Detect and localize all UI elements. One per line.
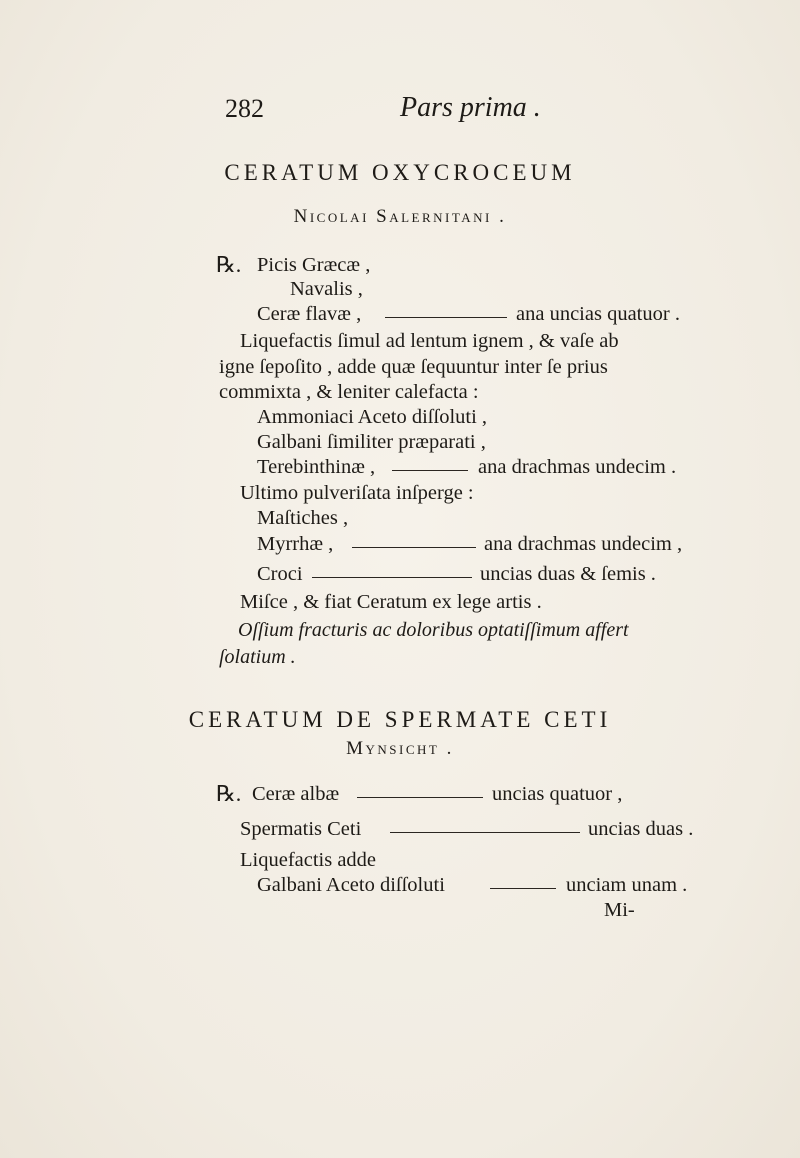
quantity-line: uncias quatuor , xyxy=(492,783,623,805)
ingredient-line: Ceræ albæ xyxy=(252,783,340,805)
quantity-line: ana drachmas undecim , xyxy=(484,533,683,555)
section-title-spermate-ceti: CERATUM DE SPERMATE CETI xyxy=(188,707,612,732)
leader-dash xyxy=(385,317,507,318)
text-line: Ultimo pulveriſata inſperge : xyxy=(240,482,474,504)
ingredient-line: Spermatis Ceti xyxy=(240,818,362,840)
leader-dash xyxy=(490,888,556,889)
text-line: Miſce , & fiat Ceratum ex lege artis . xyxy=(240,591,542,613)
text-line: Liquefactis ſimul ad lentum ignem , & vaſe ab xyxy=(240,330,619,352)
recipe-symbol: ℞. xyxy=(216,781,242,806)
section-author-mynsicht: Mynsicht . xyxy=(346,738,454,759)
leader-dash xyxy=(312,577,472,578)
ingredient-line: Maſtiches , xyxy=(257,507,349,529)
ingredient-line: Myrrhæ , xyxy=(257,533,334,555)
note-line: Oſſium fracturis ac doloribus optatiſſimum affert xyxy=(238,619,629,641)
ingredient-line: Navalis , xyxy=(290,278,363,300)
leader-dash xyxy=(352,547,476,548)
running-title: Pars prima . xyxy=(400,92,541,123)
leader-dash xyxy=(357,797,483,798)
section-title-oxycroceum: CERATUM OXYCROCEUM xyxy=(224,160,576,185)
section-author-nicolai: Nicolai Salernitani . xyxy=(293,206,507,227)
quantity-line: uncias duas . xyxy=(588,818,694,840)
catchword: Mi- xyxy=(604,899,635,921)
ingredient-line: Croci xyxy=(257,563,303,585)
ingredient-line: Ammoniaci Aceto diſſoluti , xyxy=(257,406,488,428)
text-line: igne ſepoſito , adde quæ ſequuntur inter ſe prius xyxy=(219,356,608,378)
quantity-line: unciam unam . xyxy=(566,874,688,896)
ingredient-line: Terebinthinæ , xyxy=(257,456,376,478)
text-line: commixta , & leniter calefacta : xyxy=(219,381,479,403)
quantity-line: uncias duas & ſemis . xyxy=(480,563,656,585)
note-line: ſolatium . xyxy=(219,646,296,668)
quantity-line: ana uncias quatuor . xyxy=(516,303,680,325)
page-number: 282 xyxy=(225,94,264,123)
leader-dash xyxy=(390,832,580,833)
leader-dash xyxy=(392,470,468,471)
ingredient-line: Galbani ſimiliter præparati , xyxy=(257,431,486,453)
ingredient-line: Picis Græcæ , xyxy=(257,254,371,276)
recipe-symbol: ℞. xyxy=(216,252,242,277)
ingredient-line: Galbani Aceto diſſoluti xyxy=(257,874,445,896)
text-line: Liquefactis adde xyxy=(240,849,377,871)
ingredient-line: Ceræ flavæ , xyxy=(257,303,362,325)
quantity-line: ana drachmas undecim . xyxy=(478,456,677,478)
